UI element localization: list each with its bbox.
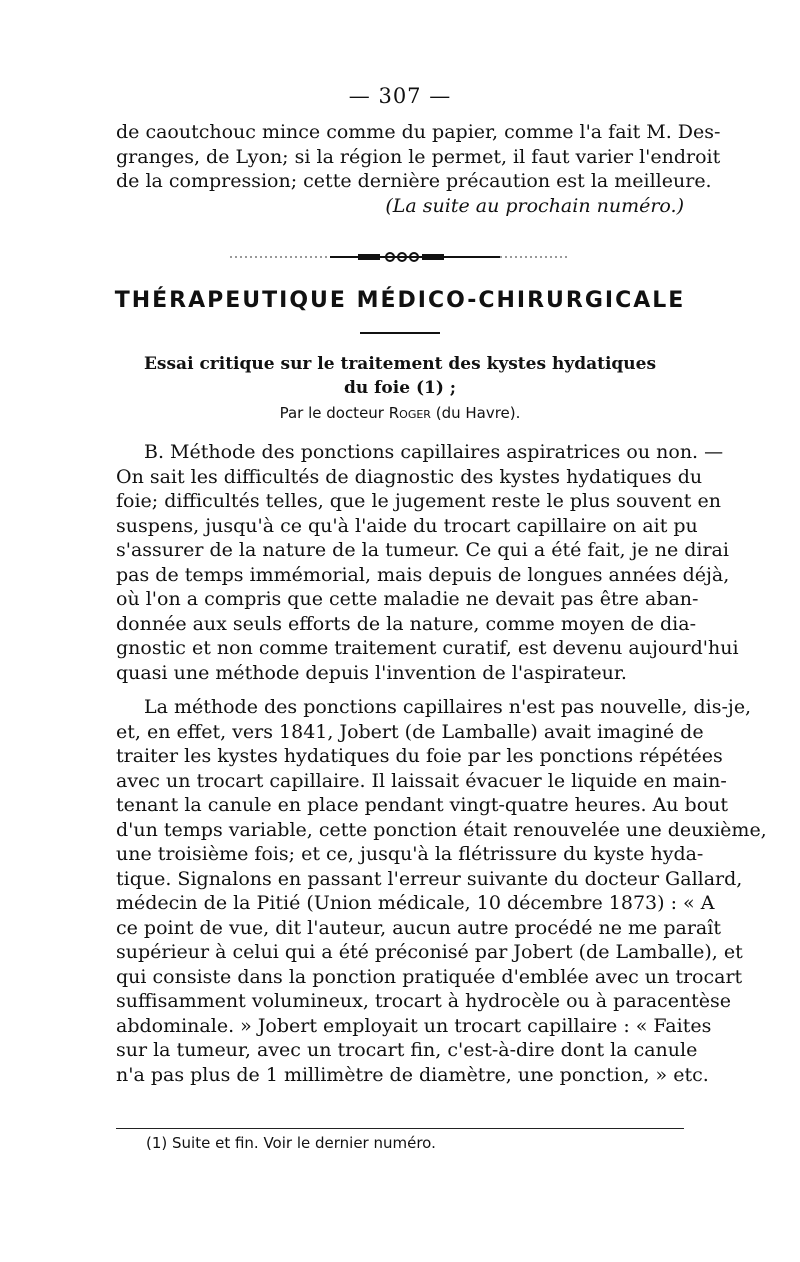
page-number: — 307 — <box>348 84 452 108</box>
byline-suffix: (du Havre). <box>430 404 521 422</box>
text-line: B. Méthode des ponctions capillaires aspiratrices ou non. — <box>144 441 724 463</box>
byline-prefix: Par le docteur <box>279 404 389 422</box>
text-line: granges, de Lyon; si la région le permet, il faut varier l'endroit <box>116 145 721 168</box>
text-line: n'a pas plus de 1 millimètre de diamètre, une ponction, » etc. <box>116 1063 709 1086</box>
text-line: une troisième fois; et ce, jusqu'à la flétrissure du kyste hyda- <box>116 843 704 865</box>
text-line: avec un trocart capillaire. Il laissait évacuer le liquide en main- <box>116 769 727 792</box>
text-line: de caoutchouc mince comme du papier, comme l'a fait M. Des- <box>116 121 721 143</box>
article-title-line: du foie (1) ; <box>343 378 457 398</box>
text-line: pas de temps immémorial, mais depuis de longues années déjà, <box>116 563 730 586</box>
text-line: où l'on a compris que cette maladie ne devait pas être aban- <box>116 588 699 610</box>
text-line: et, en effet, vers 1841, Jobert (de Lamballe) avait imaginé de <box>116 720 704 743</box>
title-rule <box>360 332 440 334</box>
footnote-rule <box>116 1128 684 1129</box>
byline <box>0 404 800 422</box>
text-line: médecin de la Pitié (Union médicale, 10 décembre 1873) : « A <box>116 892 715 914</box>
text-line: sur la tumeur, avec un trocart fin, c'est-à-dire dont la canule <box>116 1039 698 1061</box>
text-line: ce point de vue, dit l'auteur, aucun autre procédé ne me paraît <box>116 916 721 939</box>
text-line: tenant la canule en place pendant vingt-quatre heures. Au bout <box>116 794 728 816</box>
text-line: abdominale. » Jobert employait un trocart capillaire : « Faites <box>116 1014 712 1037</box>
text-line: quasi une méthode depuis l'invention de l'aspirateur. <box>116 661 627 684</box>
text-line: traiter les kystes hydatiques du foie par les ponctions répétées <box>116 745 723 767</box>
text-line: tique. Signalons en passant l'erreur suivante du docteur Gallard, <box>116 867 743 890</box>
text-line: qui consiste dans la ponction pratiquée d'emblée avec un trocart <box>116 965 743 988</box>
paragraph-2 <box>116 695 767 1087</box>
text-line: supérieur à celui qui a été préconisé par Jobert (de Lamballe), et <box>116 941 743 963</box>
text-line: donnée aux seuls efforts de la nature, comme moyen de dia- <box>116 612 696 635</box>
text-line: On sait les difficultés de diagnostic des kystes hydatiques du <box>116 465 703 488</box>
text-line: de la compression; cette dernière précaution est la meilleure. <box>116 170 712 192</box>
text-line: gnostic et non comme traitement curatif, est devenu aujourd'hui <box>116 637 739 659</box>
text-line: suspens, jusqu'à ce qu'à l'aide du trocart capillaire on ait pu <box>116 514 698 537</box>
text-line: suffisamment volumineux, trocart à hydrocèle ou à paracentèse <box>116 990 732 1012</box>
text-line: foie; difficultés telles, que le jugement reste le plus souvent en <box>116 490 721 512</box>
section-title: THÉRAPEUTIQUE MÉDICO-CHIRURGICALE <box>114 288 686 313</box>
text-line: s'assurer de la nature de la tumeur. Ce qui a été fait, je ne dirai <box>116 539 729 561</box>
footnote: (1) Suite et fin. Voir le dernier numéro. <box>146 1134 436 1152</box>
continued-text <box>116 120 721 218</box>
article-title-line: Essai critique sur le traitement des kystes hydatiques <box>143 354 657 374</box>
paragraph-1 <box>116 440 739 685</box>
text-line: d'un temps variable, cette ponction était renouvelée une deuxième, <box>116 818 767 841</box>
text-line: La méthode des ponctions capillaires n'est pas nouvelle, dis-je, <box>144 696 752 718</box>
continued-note: (La suite au prochain numéro.) <box>385 194 684 217</box>
ornament-divider <box>230 250 570 264</box>
author-name: Roger <box>388 404 431 422</box>
